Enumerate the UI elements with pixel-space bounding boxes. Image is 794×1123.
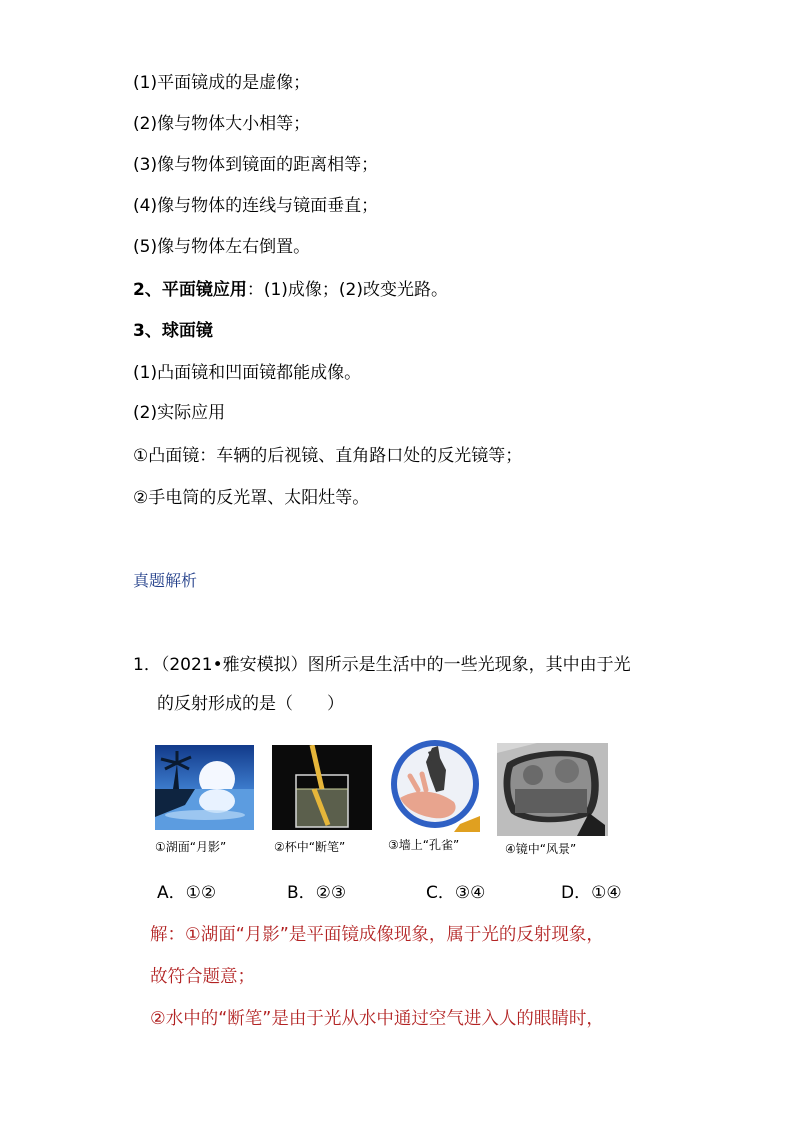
caption-4: ④镜中“风景” [505, 842, 577, 856]
question-line-1: 1．（2021•雅安模拟）图所示是生活中的一些光现象，其中由于光 [133, 655, 631, 675]
lake-moon-image [155, 745, 254, 830]
section-2-text: ：(1)成像；(2)改变光路。 [246, 280, 449, 300]
point-4: (4)像与物体的连线与镜面垂直； [133, 196, 379, 216]
section-3-item-1: (1)凸面镜和凹面镜都能成像。 [133, 363, 362, 383]
point-5: (5)像与物体左右倒置。 [133, 237, 311, 257]
point-2: (2)像与物体大小相等； [133, 114, 311, 134]
option-c: C．③④ [426, 883, 486, 903]
section-3-item-3: ①凸面镜：车辆的后视镜、直角路口处的反光镜等； [133, 446, 523, 466]
section-3-item-4: ②手电筒的反光罩、太阳灶等。 [133, 488, 370, 508]
option-b: B．②③ [287, 883, 347, 903]
question-line-2: 的反射形成的是（ ） [157, 694, 344, 714]
solution-line-1: 解：①湖面“月影”是平面镜成像现象，属于光的反射现象， [150, 925, 604, 945]
solution-line-2: 故符合题意； [150, 967, 255, 987]
analysis-title: 真题解析 [133, 571, 198, 590]
car-mirror-image [497, 743, 608, 836]
section-3-item-2: (2)实际应用 [133, 403, 226, 423]
shadow-peacock-image [390, 740, 480, 832]
caption-1: ①湖面“月影” [155, 840, 227, 854]
section-2-heading: 2、平面镜应用 [133, 280, 247, 300]
section-3-heading: 3、球面镜 [133, 321, 213, 341]
broken-pencil-image [272, 745, 372, 830]
point-3: (3)像与物体到镜面的距离相等； [133, 155, 379, 175]
solution-line-3: ②水中的“断笔”是由于光从水中通过空气进入人的眼睛时， [150, 1009, 604, 1029]
point-1: (1)平面镜成的是虚像； [133, 73, 311, 93]
option-a: A．①② [157, 883, 217, 903]
caption-3: ③墙上“孔雀” [388, 838, 460, 852]
caption-2: ②杯中“断笔” [274, 840, 346, 854]
section-2 [133, 279, 448, 301]
option-d: D．①④ [561, 883, 622, 903]
